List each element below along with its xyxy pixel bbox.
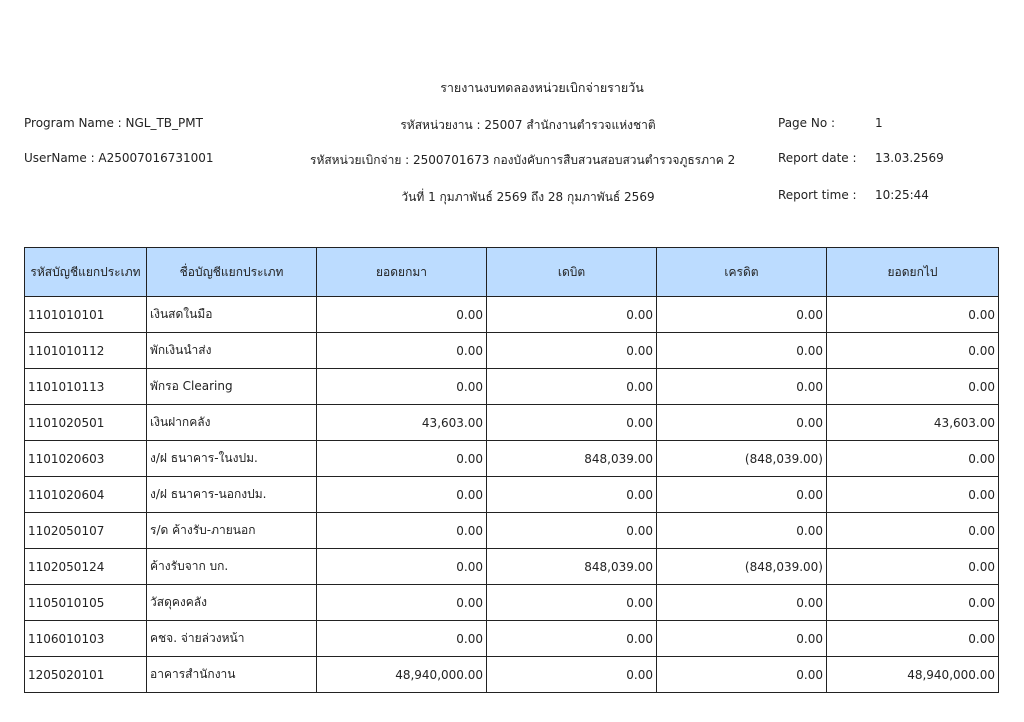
user-name: UserName : A25007016731001 (24, 151, 214, 165)
table-row (25, 297, 999, 333)
cell-opening-balance: 0.00 (317, 297, 487, 333)
cell-debit: 0.00 (487, 657, 657, 693)
cell-closing-balance: 0.00 (827, 297, 999, 333)
cell-credit: 0.00 (657, 585, 827, 621)
cell-opening-balance: 43,603.00 (317, 405, 487, 441)
cell-closing-balance: 0.00 (827, 369, 999, 405)
cell-account-code: 1105010105 (25, 585, 147, 621)
cell-closing-balance: 0.00 (827, 441, 999, 477)
cell-account-name: ร/ด ค้างรับ-ภายนอก (147, 513, 317, 549)
cell-debit: 0.00 (487, 585, 657, 621)
cell-closing-balance: 0.00 (827, 513, 999, 549)
cell-opening-balance: 0.00 (317, 477, 487, 513)
page-no-label: Page No : (778, 116, 836, 130)
disbursing-unit-line: รหัสหน่วยเบิกจ่าย : 2500701673 กองบังคับการสืบสวนสอบสวนตำรวจภูธรภาค 2 (310, 153, 736, 167)
table-row (25, 333, 999, 369)
cell-opening-balance: 0.00 (317, 513, 487, 549)
cell-account-name: ค้างรับจาก บก. (147, 549, 317, 585)
table-row (25, 441, 999, 477)
cell-opening-balance: 0.00 (317, 369, 487, 405)
header-account-code: รหัสบัญชีแยกประเภท (25, 248, 147, 297)
cell-credit: 0.00 (657, 477, 827, 513)
header-account-name: ชื่อบัญชีแยกประเภท (147, 248, 317, 297)
cell-account-code: 1101020501 (25, 405, 147, 441)
cell-account-name: เงินสดในมือ (147, 297, 317, 333)
cell-account-name: วัสดุคงคลัง (147, 585, 317, 621)
cell-credit: 0.00 (657, 513, 827, 549)
cell-account-code: 1101010113 (25, 369, 147, 405)
cell-closing-balance: 0.00 (827, 549, 999, 585)
table-row (25, 621, 999, 657)
cell-debit: 0.00 (487, 621, 657, 657)
cell-debit: 0.00 (487, 369, 657, 405)
cell-account-name: ง/ฝ ธนาคาร-ในงปม. (147, 441, 317, 477)
cell-debit: 0.00 (487, 405, 657, 441)
cell-account-name: พักรอ Clearing (147, 369, 317, 405)
cell-credit: 0.00 (657, 297, 827, 333)
cell-opening-balance: 0.00 (317, 441, 487, 477)
cell-debit: 0.00 (487, 477, 657, 513)
header-debit: เดบิต (487, 248, 657, 297)
program-name: Program Name : NGL_TB_PMT (24, 116, 203, 130)
cell-debit: 848,039.00 (487, 549, 657, 585)
table-row (25, 513, 999, 549)
header-opening-balance: ยอดยกมา (317, 248, 487, 297)
cell-opening-balance: 0.00 (317, 333, 487, 369)
table-row (25, 549, 999, 585)
report-time-value: 10:25:44 (875, 188, 929, 202)
cell-account-name: คชจ. จ่ายล่วงหน้า (147, 621, 317, 657)
report-date-label: Report date : (778, 151, 857, 165)
table-row (25, 405, 999, 441)
agency-line: รหัสหน่วยงาน : 25007 สำนักงานตำรวจแห่งชาติ (400, 118, 656, 132)
table-row (25, 477, 999, 513)
cell-credit: 0.00 (657, 405, 827, 441)
date-range-line: วันที่ 1 กุมภาพันธ์ 2569 ถึง 28 กุมภาพันธ์ 2569 (401, 190, 655, 204)
cell-closing-balance: 48,940,000.00 (827, 657, 999, 693)
cell-credit: 0.00 (657, 369, 827, 405)
cell-account-name: อาคารสำนักงาน (147, 657, 317, 693)
cell-account-code: 1205020101 (25, 657, 147, 693)
header-closing-balance: ยอดยกไป (827, 248, 999, 297)
cell-credit: (848,039.00) (657, 549, 827, 585)
report-date-value: 13.03.2569 (875, 151, 944, 165)
cell-opening-balance: 0.00 (317, 585, 487, 621)
cell-credit: 0.00 (657, 657, 827, 693)
cell-opening-balance: 0.00 (317, 549, 487, 585)
cell-closing-balance: 0.00 (827, 477, 999, 513)
cell-account-name: ง/ฝ ธนาคาร-นอกงปม. (147, 477, 317, 513)
cell-opening-balance: 0.00 (317, 621, 487, 657)
cell-account-code: 1101020604 (25, 477, 147, 513)
cell-credit: 0.00 (657, 621, 827, 657)
table-header-row (25, 248, 999, 297)
cell-account-name: พักเงินนำส่ง (147, 333, 317, 369)
cell-opening-balance: 48,940,000.00 (317, 657, 487, 693)
table-row (25, 657, 999, 693)
cell-closing-balance: 43,603.00 (827, 405, 999, 441)
cell-account-code: 1101010101 (25, 297, 147, 333)
cell-debit: 0.00 (487, 513, 657, 549)
table-row (25, 585, 999, 621)
report-time-label: Report time : (778, 188, 857, 202)
cell-debit: 0.00 (487, 297, 657, 333)
cell-account-name: เงินฝากคลัง (147, 405, 317, 441)
cell-credit: (848,039.00) (657, 441, 827, 477)
cell-debit: 848,039.00 (487, 441, 657, 477)
cell-closing-balance: 0.00 (827, 621, 999, 657)
page-no-value: 1 (875, 116, 883, 130)
cell-credit: 0.00 (657, 333, 827, 369)
header-credit: เครดิต (657, 248, 827, 297)
cell-closing-balance: 0.00 (827, 585, 999, 621)
table-row (25, 369, 999, 405)
cell-account-code: 1102050107 (25, 513, 147, 549)
trial-balance-table (24, 247, 999, 693)
cell-account-code: 1106010103 (25, 621, 147, 657)
cell-account-code: 1101010112 (25, 333, 147, 369)
cell-closing-balance: 0.00 (827, 333, 999, 369)
report-title: รายงานงบทดลองหน่วยเบิกจ่ายรายวัน (440, 80, 644, 95)
cell-account-code: 1102050124 (25, 549, 147, 585)
cell-account-code: 1101020603 (25, 441, 147, 477)
cell-debit: 0.00 (487, 333, 657, 369)
